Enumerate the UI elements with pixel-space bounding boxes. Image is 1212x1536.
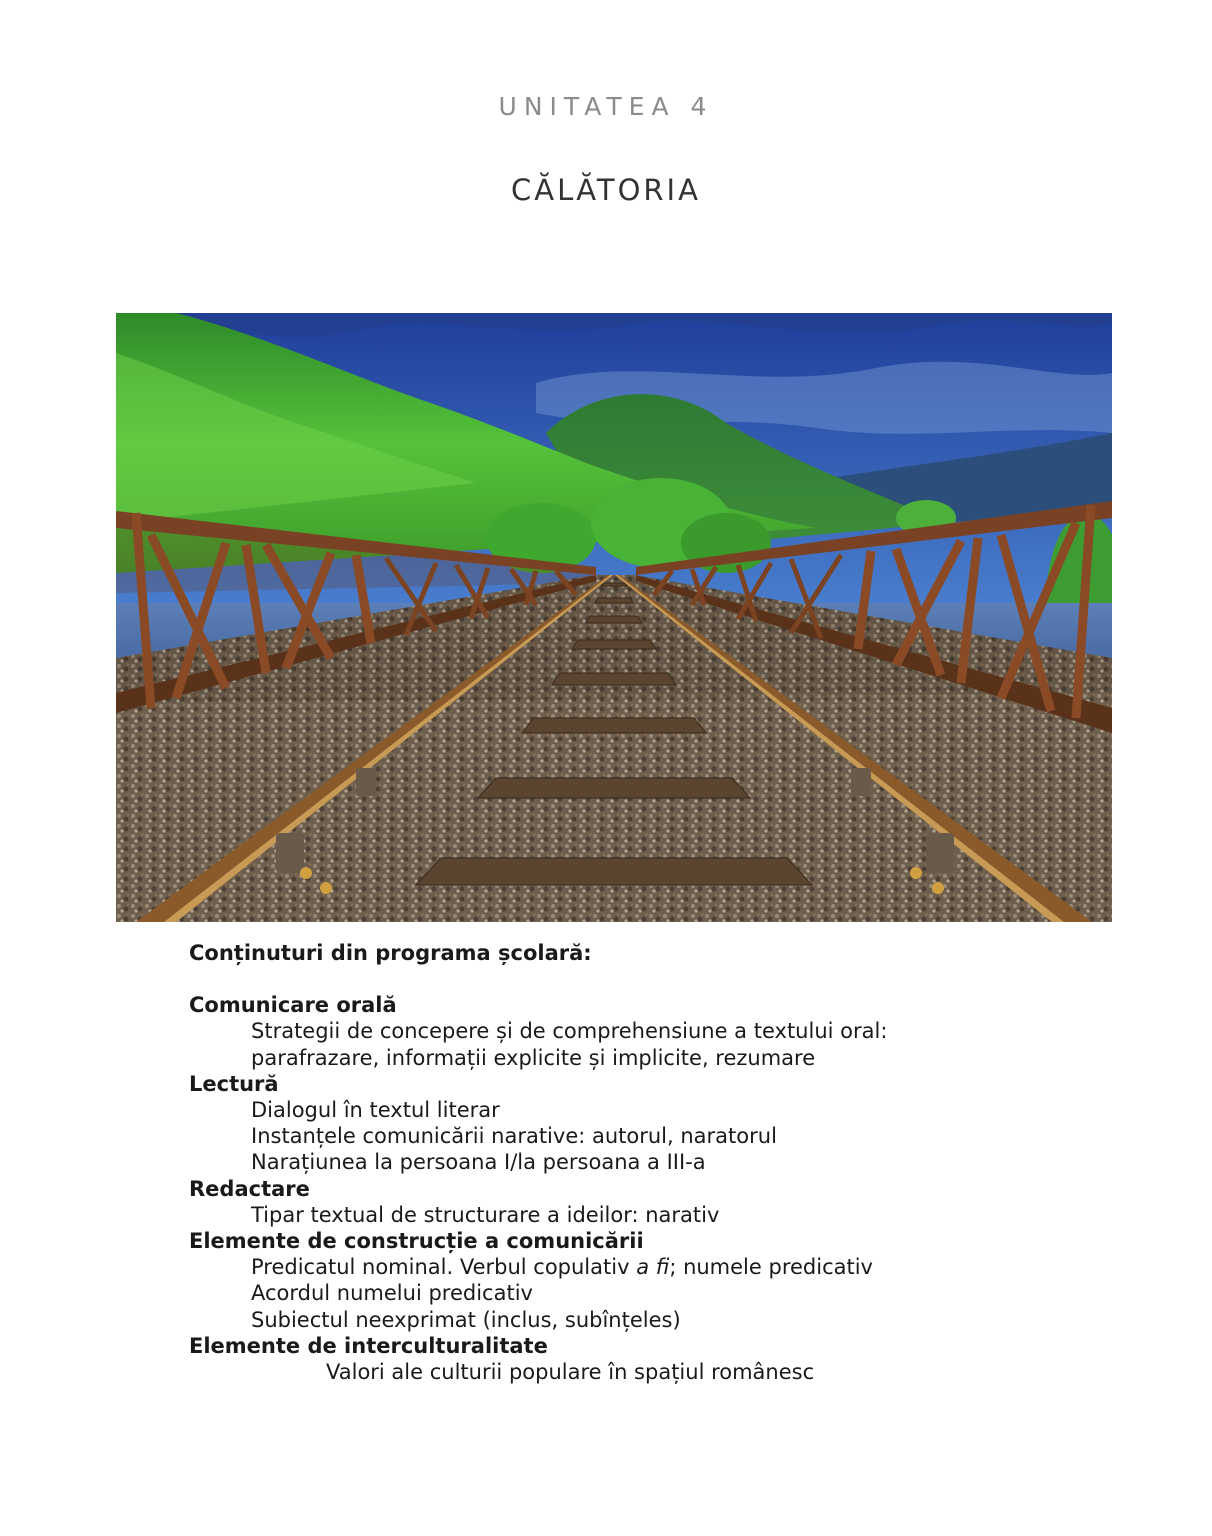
section-title-lectura: Lectură [189,1071,279,1096]
curriculum-heading: Conținuturi din programa școlară: [189,941,592,965]
section-title-redactare: Redactare [189,1176,310,1201]
list-item-text: Predicatul nominal. Verbul copulativ [251,1255,637,1280]
list-item: Tipar textual de structurare a ideilor: narativ [251,1202,720,1227]
list-item: parafrazare, informații explicite și implicite, rezumare [251,1045,816,1070]
list-item: Narațiunea la persoana I/la persoana a III-a [251,1150,706,1175]
railway-bridge-photo [116,313,1112,922]
list-item: Instanțele comunicării narative: autorul, naratorul [251,1124,777,1149]
list-item [189,1254,1089,1280]
list-item: Dialogul în textul literar [251,1098,500,1123]
list-item: Subiectul neexprimat (inclus, subînțeles) [251,1307,681,1332]
curriculum-block [189,940,1089,1385]
section-title-elemente-constructie: Elemente de construcție a comunicării [189,1229,644,1254]
section-title-interculturalitate: Elemente de interculturalitate [189,1333,548,1358]
list-item: Strategii de concepere și de comprehensiune a textului oral: [251,1019,888,1044]
list-item: Acordul numelui predicativ [251,1281,533,1306]
list-item-italic: a fi [636,1255,670,1280]
unit-title: CĂLĂTORIA [511,173,701,207]
unit-label: UNITATEA 4 [498,92,714,121]
section-title-comunicare-orala: Comunicare orală [189,993,397,1018]
list-item: Valori ale culturii populare în spațiul românesc [326,1360,815,1385]
list-item-text: ; numele predicativ [669,1255,873,1280]
